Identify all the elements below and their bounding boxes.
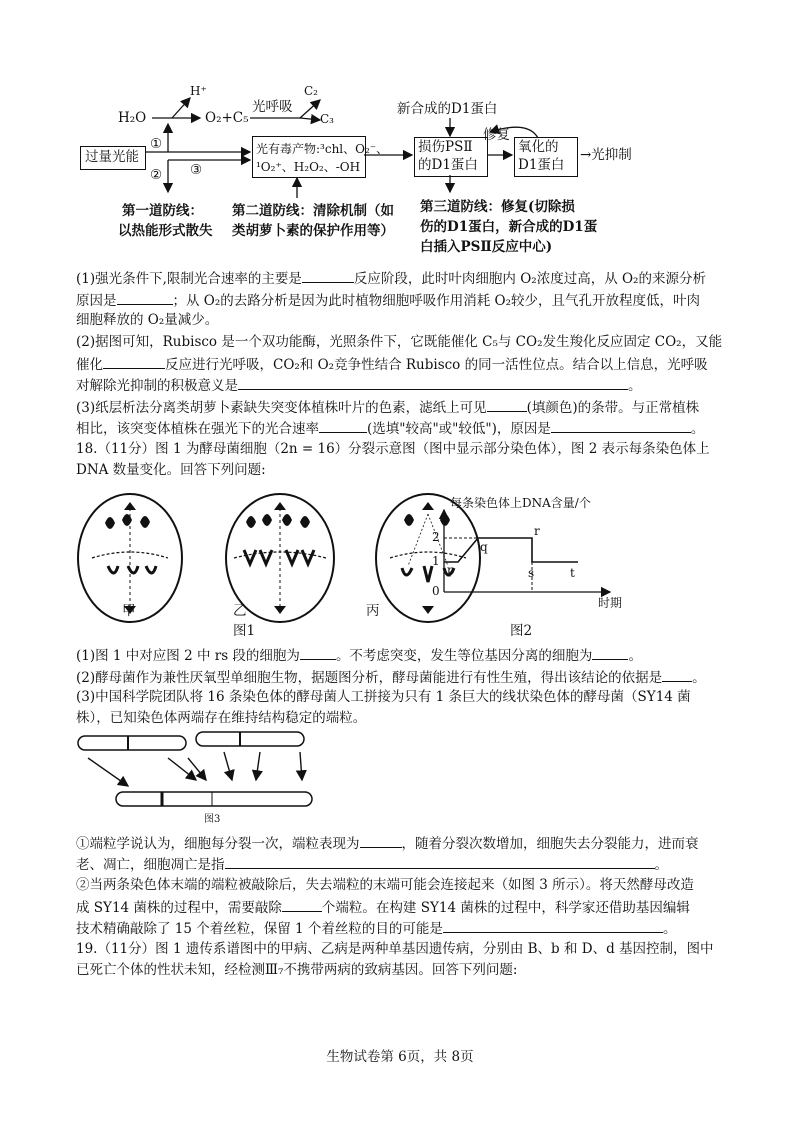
q18-c1b: ，随着分裂次数增加，细胞失去分裂能力，进而衰	[401, 836, 699, 852]
toxic-line-2: ¹O₂⁺、H₂O₂、-OH	[256, 160, 361, 174]
answer-blank-catalyze[interactable]	[103, 354, 165, 369]
c3-label: C₃	[320, 112, 334, 126]
q17-l5a: 催化	[76, 357, 103, 373]
graph-ytick-1: 1	[432, 554, 440, 568]
q18-c2c: 技术精确敲除了 15 个着丝粒，保留 1 个着丝粒的目的可能是	[76, 921, 443, 937]
repair-label: 修复	[483, 127, 510, 143]
q18-clause-1-line-2	[76, 854, 668, 875]
q18-clause-2-line-2	[76, 897, 690, 918]
q18-sub-2	[76, 667, 706, 688]
q17-l2b: ；从 O₂的去路分析是因为此时植物细胞呼吸作用消耗 O₂较少，且气孔开放程度低，叶肉	[172, 293, 701, 309]
defense-3-line-2: 伤的D1蛋白，新合成的D1蛋	[420, 219, 598, 235]
excess-light-box	[80, 146, 146, 170]
q18-sub-3-line-2: 株），已知染色体两端存在维持结构稳定的端粒。	[76, 710, 367, 726]
figure-1-caption: 图1	[233, 623, 256, 639]
new-d1-label: 新合成的D1蛋白	[397, 101, 498, 117]
q17-l5b: 反应进行光呼吸，CO₂和 O₂竞争性结合 Rubisco 的同一活性位点。结合以上信息，光呼吸	[165, 357, 708, 373]
graph-point-t: t	[570, 566, 575, 580]
graph-ylabel: 每条染色体上DNA含量/个	[450, 496, 591, 510]
q17-line-3: 细胞释放的 O₂量减少。	[76, 312, 219, 328]
toxic-products-box	[252, 136, 389, 178]
circle-3: ③	[190, 162, 203, 178]
answer-blank-basis[interactable]	[662, 667, 692, 682]
damaged-d1-box	[414, 137, 488, 177]
answer-blank-apoptosis[interactable]	[225, 854, 655, 869]
q19-line-1: 19.（11分）图 1 遗传系谱图中的甲病、乙病是两种单基因遗传病，分别由 B、b 和 D、d 基因控制，图中	[76, 941, 714, 957]
q18-s2b: 。	[692, 670, 706, 686]
q18-s2a: (2)酵母菌作为兼性厌氧型单细胞生物，据题图分析，酵母菌能进行有性生殖，得出该结论的依据是	[76, 670, 663, 686]
q18-c2a: 成 SY14 菌株的过程中，需要敲除	[76, 900, 282, 916]
q19-line-2: 已死亡个体的性状未知，经检测Ⅲ₇不携带两病的致病基因。回答下列问题:	[76, 962, 518, 978]
answer-blank-centromere-purpose[interactable]	[443, 918, 663, 933]
photorespiration-label: 光呼吸	[252, 99, 293, 115]
answer-blank-allele-cell[interactable]	[592, 645, 628, 660]
answer-blank-o2-source[interactable]	[117, 290, 173, 305]
q18-c1c: 老、凋亡，细胞凋亡是指	[76, 857, 225, 873]
oxidized-d1-box	[514, 137, 578, 177]
excess-light-label: 过量光能	[85, 149, 139, 165]
q18-line-1: 18.（11分）图 1 为酵母菌细胞（2n = 16）分裂示意图（图中显示部分染色体），图 2 表示每条染色体上	[76, 441, 710, 457]
photoinhibition-label: →光抑制	[580, 147, 632, 163]
q17-l1a: (1)强光条件下,限制光合速率的主要是	[76, 271, 302, 287]
q17-l2a: 原因是	[76, 293, 117, 309]
answer-blank-rs-cell[interactable]	[300, 645, 336, 660]
answer-blank-color[interactable]	[487, 397, 527, 412]
defense-1-line-1: 第一道防线：	[122, 203, 203, 219]
q17-l8c: 。	[690, 421, 705, 437]
o2c5-label: O₂+C₅	[205, 110, 249, 126]
cell-label-jia: 甲	[122, 603, 136, 619]
graph-point-r: r	[534, 524, 540, 538]
q17-l1b: 反应阶段，此时叶肉细胞内 O₂浓度过高，从 O₂的来源分析	[353, 271, 706, 287]
q18-s1c: 。	[628, 648, 642, 664]
q18-line-2: DNA 数量变化。回答下列问题:	[76, 462, 266, 478]
answer-blank-reaction-stage[interactable]	[302, 268, 354, 283]
cell-label-yi: 乙	[233, 603, 247, 619]
c2-label: C₂	[304, 84, 318, 98]
photoinhibition-diagram	[0, 80, 800, 260]
q18-c2b: 个端粒。在构建 SY14 菌株的过程中，科学家还借助基因编辑	[321, 900, 690, 916]
defense-2-line-2: 类胡萝卜素的保护作用等）	[232, 223, 394, 239]
q17-l6a: 对解除光抑制的积极意义是	[76, 378, 238, 394]
graph-point-s: s	[528, 566, 535, 580]
circle-2: ②	[150, 167, 163, 183]
circle-1: ①	[150, 136, 163, 152]
defense-3-line-3: 白插入PSⅡ反应中心)	[420, 239, 553, 255]
graph-point-p: p	[447, 563, 455, 577]
q18-c2d: 。	[662, 921, 677, 937]
answer-blank-rate[interactable]	[319, 418, 367, 433]
answer-blank-reason[interactable]	[551, 418, 691, 433]
damaged-line-1: 损伤PSⅡ	[418, 139, 473, 155]
q18-c1d: 。	[654, 857, 668, 873]
oxidized-line-2: D1蛋白	[518, 157, 565, 173]
q18-clause-2-line-1: ②当两条染色体末端的端粒被敲除后，失去端粒的末端可能会连接起来（如图 3 所示）。将天然酵母改造	[76, 877, 694, 893]
damaged-line-2: 的D1蛋白	[418, 157, 478, 173]
q18-clause-2-line-3	[76, 918, 676, 939]
q18-clause-1-line-1	[76, 833, 699, 854]
graph-point-q: q	[480, 540, 488, 554]
toxic-line-1: 光有毒产物:³chl、O₂⁻、	[256, 142, 389, 156]
oxidized-line-1: 氧化的	[518, 139, 559, 155]
q17-l6b: 。	[628, 378, 642, 394]
figure-3-caption: 图3	[204, 814, 221, 825]
cell-label-bing: 丙	[366, 603, 380, 619]
figure3-chromosomes	[70, 728, 330, 824]
graph-xlabel: 时期	[598, 596, 623, 610]
q17-l7a: (3)纸层析法分离类胡萝卜素缺失突变体植株叶片的色素，滤纸上可见	[76, 400, 487, 416]
answer-blank-telomere[interactable]	[360, 833, 402, 848]
defense-3-line-1: 第三道防线：修复(切除损	[420, 199, 575, 215]
q17-l7b: (填颜色)的条带。与正常植株	[526, 400, 700, 416]
h2o-label: H₂O	[118, 110, 147, 126]
q17-line-6	[76, 375, 642, 396]
hplus-label: H⁺	[190, 84, 207, 98]
q18-sub-3-line-1: (3)中国科学院团队将 16 条染色体的酵母菌人工拼接为只有 1 条巨大的线状染色体的酵母菌（SY14 菌	[76, 689, 691, 705]
page-footer: 生物试卷第 6页，共 8页	[326, 1049, 474, 1065]
q17-line-8	[76, 418, 704, 439]
q17-l8b: (选填"较高"或"较低")，原因是	[367, 421, 551, 437]
graph-ytick-0: 0	[432, 584, 440, 598]
q18-c1a: ①端粒学说认为，细胞每分裂一次，端粒表现为	[76, 836, 360, 852]
q17-line-7	[76, 397, 699, 418]
defense-1-line-2: 以热能形式散失	[118, 223, 213, 239]
q17-line-2	[76, 290, 700, 311]
q18-s1a: (1)图 1 中对应图 2 中 rs 段的细胞为	[76, 648, 300, 664]
q18-s1b: 。不考虑突变，发生等位基因分离的细胞为	[335, 648, 593, 664]
q17-line-5	[76, 354, 708, 375]
defense-2-line-1: 第二道防线：清除机制（如	[232, 203, 394, 219]
q17-l8a: 相比，该突变体植株在强光下的光合速率	[76, 421, 319, 437]
answer-blank-telomere-count[interactable]	[282, 897, 322, 912]
q17-line-4: (2)据图可知，Rubisco 是一个双功能酶，光照条件下，它既能催化 C₅与 CO₂发生羧化反应固定 CO₂，又能	[76, 334, 723, 350]
q18-sub-1	[76, 645, 642, 666]
graph-ytick-2: 2	[432, 530, 440, 544]
answer-blank-significance[interactable]	[238, 375, 628, 390]
q17-line-1	[76, 268, 706, 289]
figure-2-caption: 图2	[510, 623, 533, 639]
